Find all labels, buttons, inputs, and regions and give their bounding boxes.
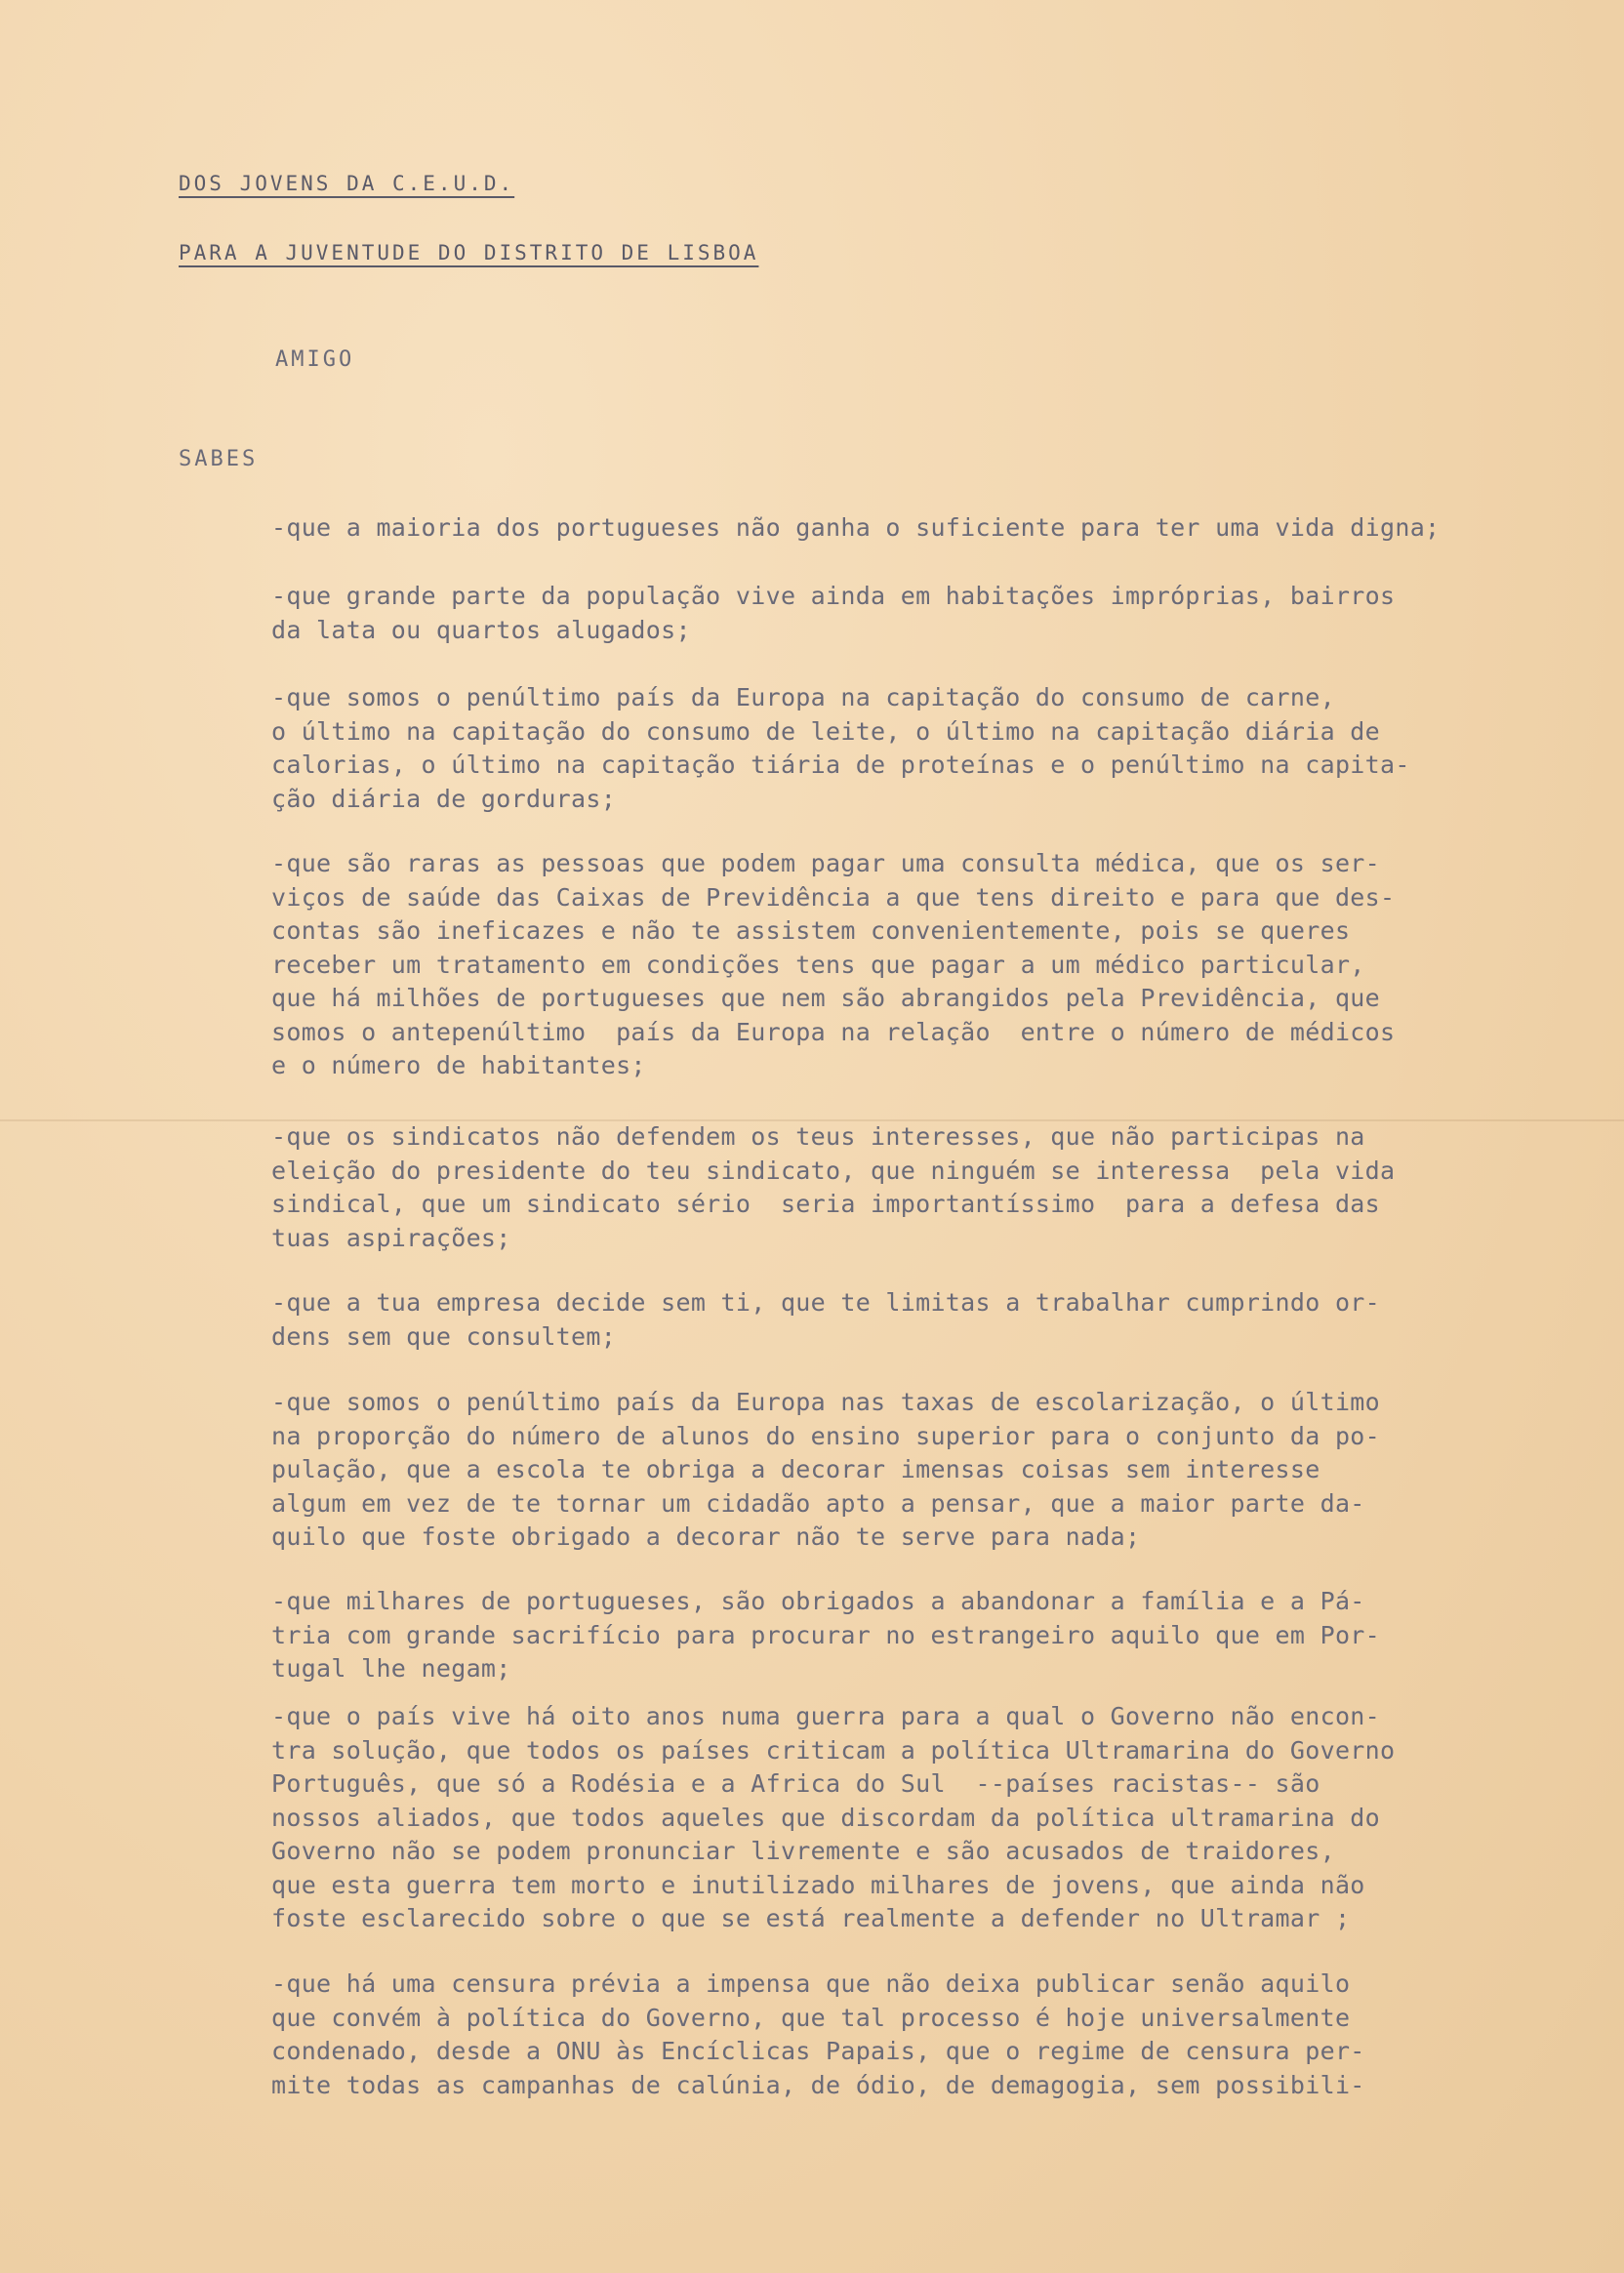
paragraph-line: -que há uma censura prévia a impensa que não deixa publicar senão aquilo [271, 1969, 1351, 1998]
paragraph-line: receber um tratamento em condições tens que pagar a um médico particular, [271, 950, 1365, 979]
paragraph-line: tugal lhe negam; [271, 1654, 511, 1683]
paragraph-line: algum em vez de te tornar um cidadão apto a pensar, que a maior parte da- [271, 1488, 1365, 1518]
paragraph-line: sindical, que um sindicato sério seria importantíssimo para a defesa das [271, 1190, 1380, 1218]
paragraph-line: -que os sindicatos não defendem os teus interesses, que não participas na [271, 1122, 1365, 1151]
paragraph-line: pulação, que a escola te obriga a decorar imensas coisas sem interesse [271, 1455, 1320, 1483]
paragraph-6 [271, 1286, 1540, 1354]
paragraph-line: contas são ineficazes e não te assistem convenientemente, pois se queres [271, 916, 1351, 945]
paragraph-2 [271, 580, 1540, 647]
paragraph-line: -que somos o penúltimo país da Europa na capitação do consumo de carne, [271, 683, 1335, 711]
paragraph-line: tra solução, que todos os países criticam a política Ultramarina do Governo [271, 1735, 1396, 1765]
paragraph-line: -que grande parte da população vive ainda em habitações impróprias, bairros [271, 582, 1396, 610]
paragraph-line: -que milhares de portugueses, são obrigados a abandonar a família e a Pá- [271, 1587, 1365, 1615]
paragraph-line: dens sem que consultem; [271, 1321, 617, 1351]
paragraph-9 [271, 1700, 1540, 1936]
paragraph-5 [271, 1120, 1540, 1255]
paragraph-line: eleição do presidente do teu sindicato, que ninguém se interessa pela vida [271, 1156, 1396, 1185]
paragraph-3 [271, 681, 1540, 816]
salutation: AMIGO [275, 347, 355, 372]
paragraph-line: Português, que só a Rodésia e a Africa do Sul --países racistas-- são [271, 1769, 1320, 1798]
paragraph-line: viços de saúde das Caixas de Previdência a que tens direito e para que des- [271, 882, 1396, 912]
paragraph-line: Governo não se podem pronunciar livremente e são acusados de traidores, [271, 1837, 1335, 1865]
header-line-1: DOS JOVENS DA C.E.U.D. [179, 172, 515, 195]
paragraph-8 [271, 1585, 1540, 1686]
paragraph-line: somos o antepenúltimo país da Europa na relação entre o número de médicos [271, 1017, 1396, 1046]
paragraph-4 [271, 847, 1540, 1083]
paragraph-line: tuas aspirações; [271, 1223, 511, 1252]
paragraph-line: o último na capitação do consumo de leite, o último na capitação diária de [271, 716, 1380, 746]
paragraph-line: foste esclarecido sobre o que se está realmente a defender no Ultramar ; [271, 1904, 1351, 1932]
paragraph-7 [271, 1386, 1540, 1555]
paragraph-line: calorias, o último na capitação tiária de proteínas e o penúltimo na capita- [271, 751, 1410, 779]
paragraph-line: mite todas as campanhas de calúnia, de ódio, de demagogia, sem possibili- [271, 2070, 1365, 2099]
paragraph-line: que esta guerra tem morto e inutilizado milhares de jovens, que ainda não [271, 1870, 1365, 1899]
paragraph-line: -que somos o penúltimo país da Europa nas taxas de escolarização, o último [271, 1388, 1380, 1416]
paragraph-line: e o número de habitantes; [271, 1051, 646, 1079]
paragraph-line: -que o país vive há oito anos numa guerra para a qual o Governo não encon- [271, 1702, 1380, 1730]
intro-word: SABES [179, 447, 259, 471]
paragraph-line: que convém à política do Governo, que tal processo é hoje universalmente [271, 2003, 1351, 2032]
paragraph-line: tria com grande sacrifício para procurar no estrangeiro aquilo que em Por- [271, 1620, 1380, 1649]
paragraph-line: que há milhões de portugueses que nem são abrangidos pela Previdência, que [271, 984, 1380, 1012]
paragraph-line: na proporção do número de alunos do ensino superior para o conjunto da po- [271, 1421, 1380, 1450]
paragraph-line: -que a maioria dos portugueses não ganha o suficiente para ter uma vida digna; [271, 513, 1441, 542]
paragraph-line: quilo que foste obrigado a decorar não te serve para nada; [271, 1522, 1141, 1551]
paragraph-line: da lata ou quartos alugados; [271, 615, 691, 644]
paragraph-10 [271, 1968, 1540, 2102]
header-line-2: PARA A JUVENTUDE DO DISTRITO DE LISBOA [179, 241, 759, 264]
paragraph-line: -que são raras as pessoas que podem pagar uma consulta médica, que os ser- [271, 849, 1380, 877]
paragraph-1 [271, 511, 1540, 546]
paragraph-line: condenado, desde a ONU às Encíclicas Papais, que o regime de censura per- [271, 2037, 1365, 2065]
paragraph-line: ção diária de gorduras; [271, 784, 617, 813]
paragraph-line: -que a tua empresa decide sem ti, que te limitas a trabalhar cumprindo or- [271, 1288, 1380, 1317]
paragraph-line: nossos aliados, que todos aqueles que discordam da política ultramarina do [271, 1803, 1380, 1832]
